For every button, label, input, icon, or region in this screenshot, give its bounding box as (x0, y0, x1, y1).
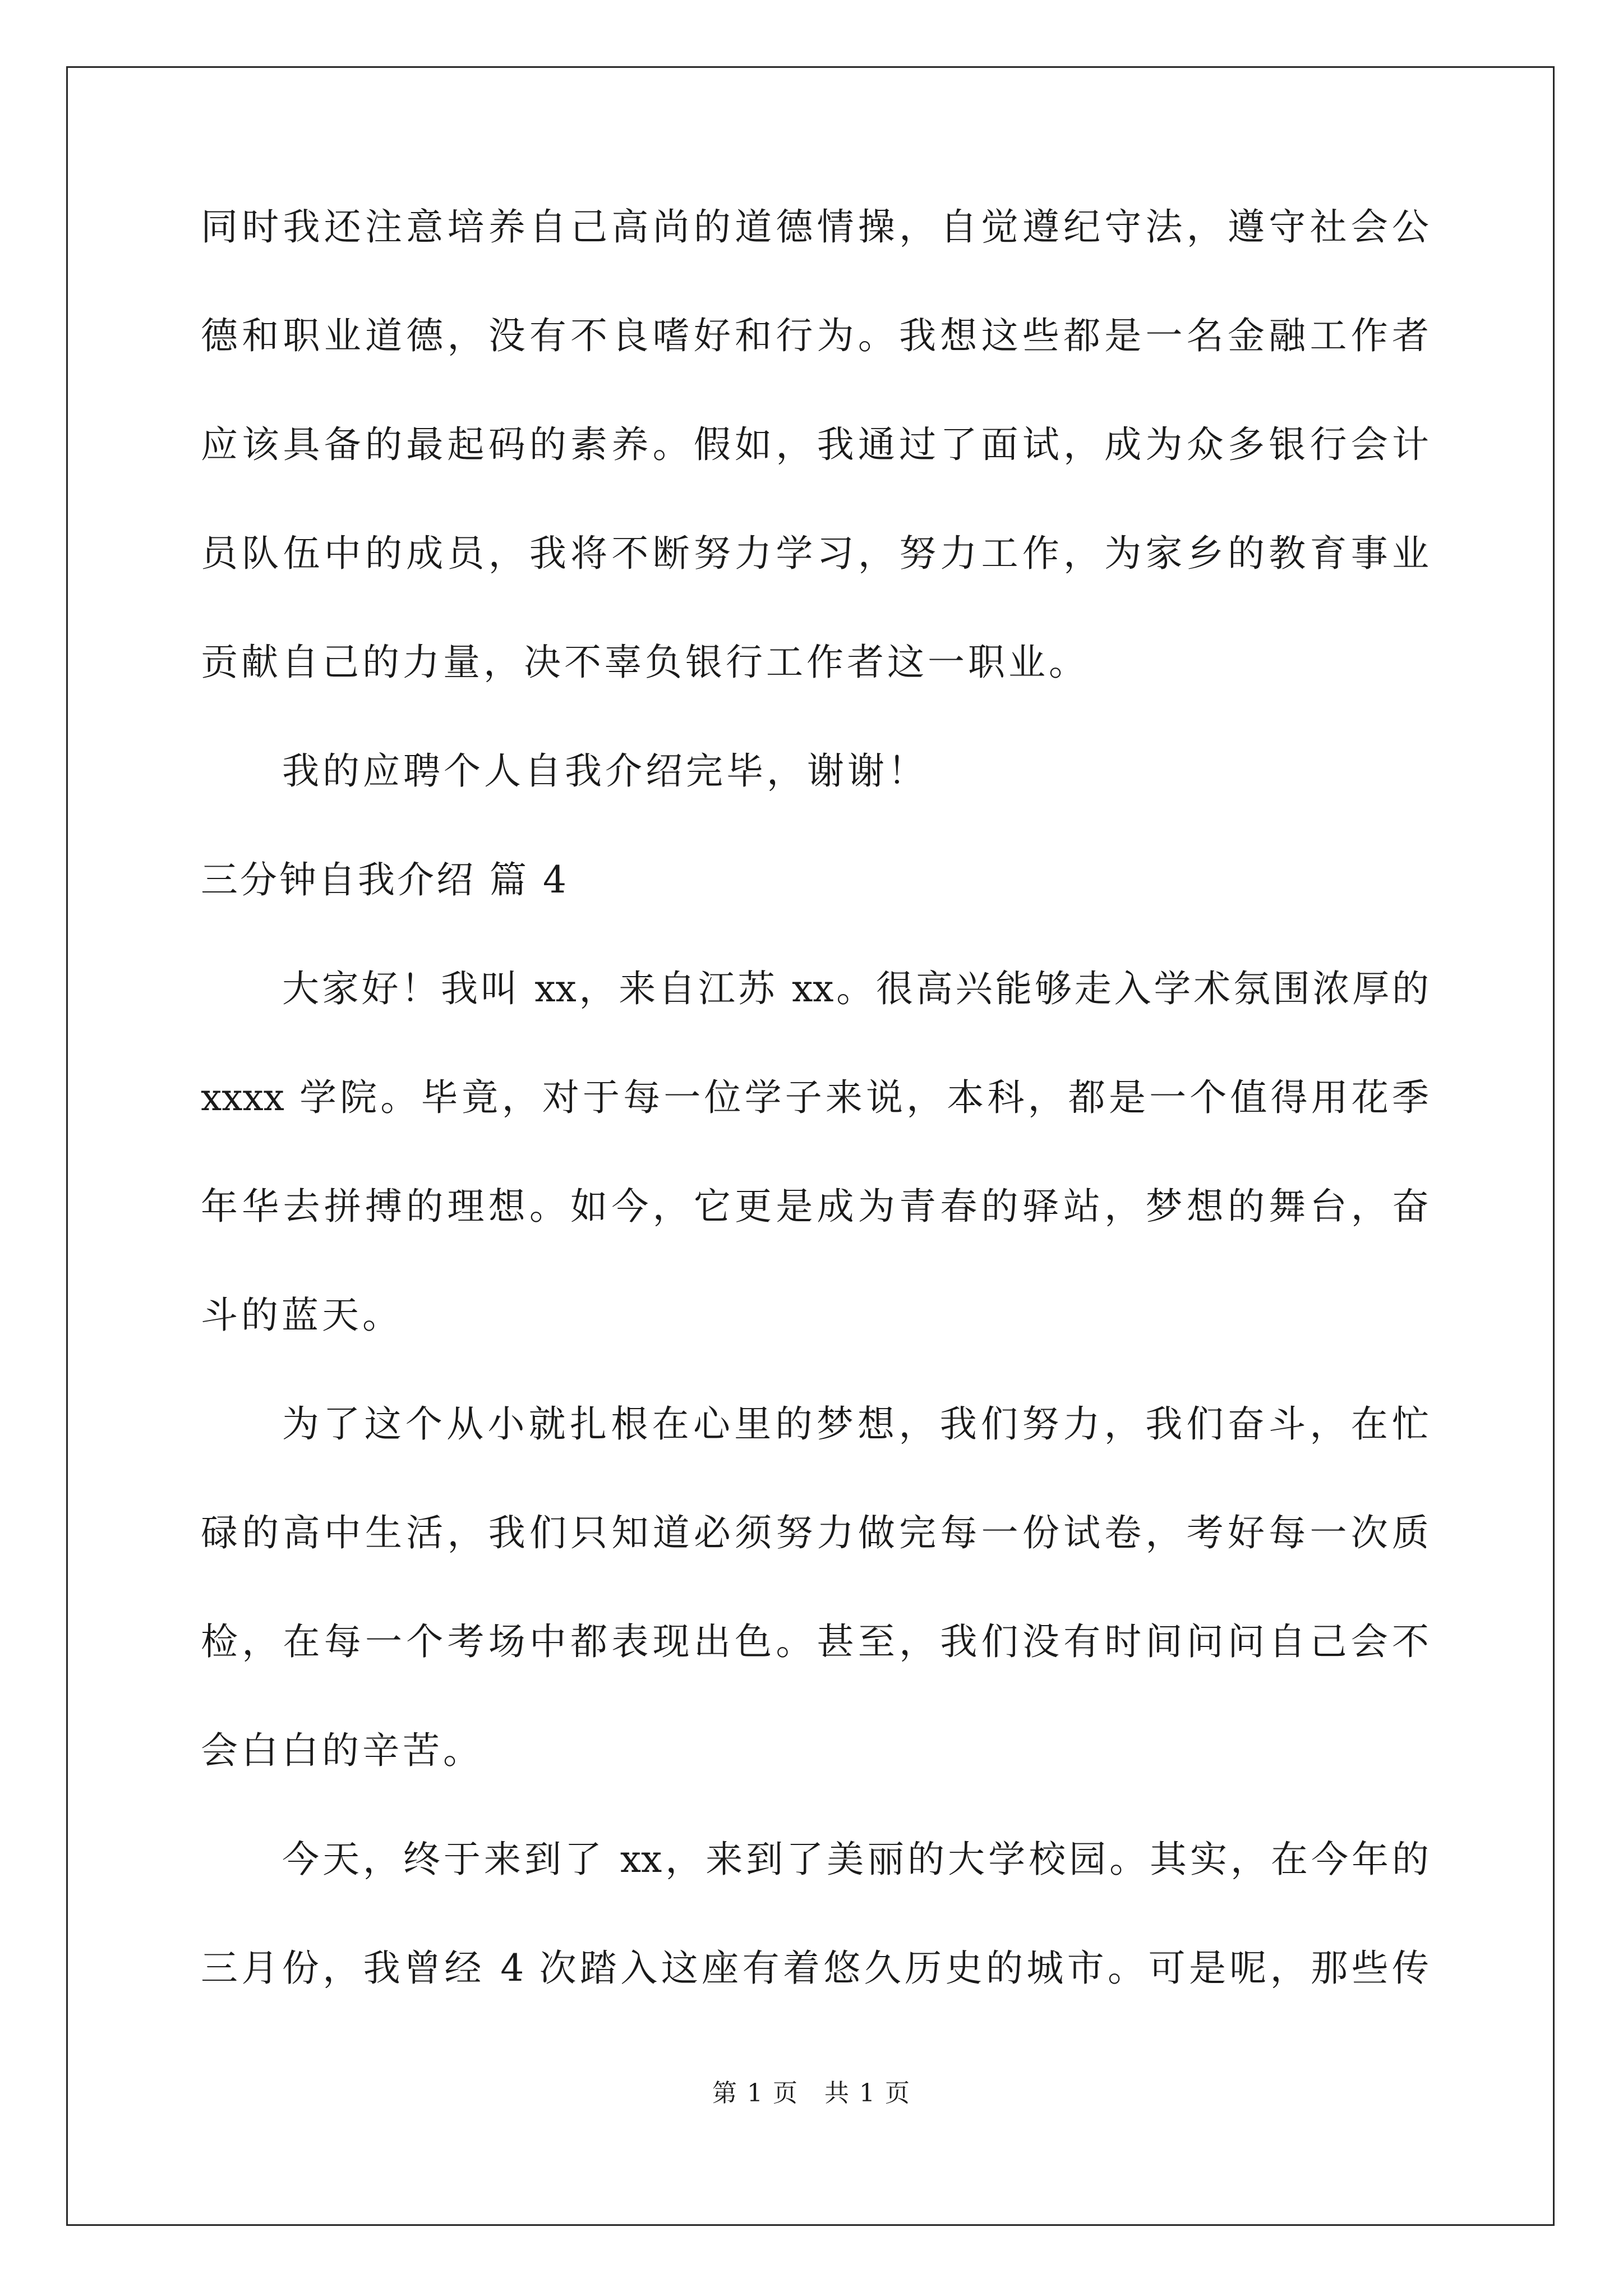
paragraph-line: xxxx 学院。毕竟，对于每一位学子来说，本科，都是一个值得用花季 (201, 1076, 1429, 1119)
paragraph-line: 应该具备的最起码的素养。假如，我通过了面试，成为众多银行会计 (201, 423, 1429, 466)
paragraph-line: 斗的蓝天。 (201, 1294, 403, 1337)
paragraph-line: 会白白的辛苦。 (201, 1729, 483, 1772)
paragraph-line: 为了这个从小就扎根在心里的梦想，我们努力，我们奋斗，在忙 (282, 1402, 1429, 1446)
document-body (201, 205, 1429, 2059)
paragraph-line: 年华去拼搏的理想。如今，它更是成为青春的驿站，梦想的舞台，奋 (201, 1185, 1429, 1228)
paragraph-line: 今天，终于来到了 xx，来到了美丽的大学校园。其实，在今年的 (282, 1838, 1429, 1881)
paragraph-line: 三月份，我曾经 4 次踏入这座有着悠久历史的城市。可是呢，那些传 (201, 1947, 1429, 1990)
paragraph-line: 贡献自己的力量，决不辜负银行工作者这一职业。 (201, 641, 1089, 684)
page-footer: 第 1 页 共 1 页 (712, 2079, 911, 2108)
paragraph-line: 德和职业道德，没有不良嗜好和行为。我想这些都是一名金融工作者 (201, 314, 1429, 357)
section-heading: 三分钟自我介绍 篇 4 (201, 858, 569, 901)
paragraph-line: 检，在每一个考场中都表现出色。甚至，我们没有时间问问自己会不 (201, 1620, 1429, 1663)
paragraph-line: 碌的高中生活，我们只知道必须努力做完每一份试卷，考好每一次质 (201, 1511, 1429, 1554)
paragraph-line: 同时我还注意培养自己高尚的道德情操，自觉遵纪守法，遵守社会公 (201, 205, 1429, 249)
paragraph-line: 我的应聘个人自我介绍完毕，谢谢！ (282, 749, 928, 793)
paragraph-line: 员队伍中的成员，我将不断努力学习，努力工作，为家乡的教育事业 (201, 532, 1429, 575)
paragraph-line: 大家好！我叫 xx，来自江苏 xx。很高兴能够走入学术氛围浓厚的 (282, 967, 1429, 1010)
